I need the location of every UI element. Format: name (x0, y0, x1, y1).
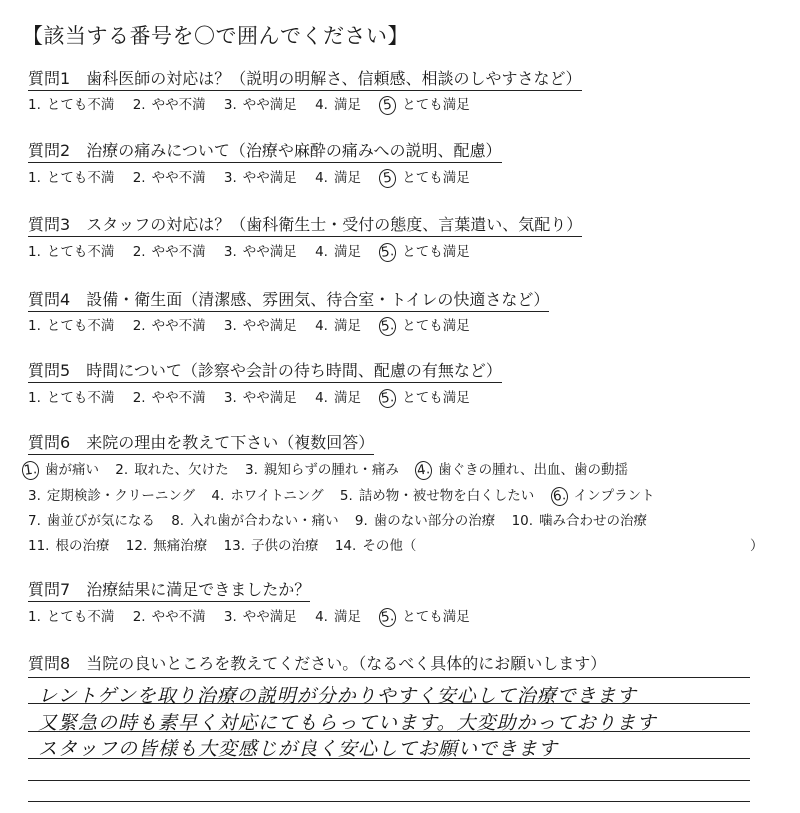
q5-option-2[interactable]: 2. やや不満 (132, 390, 206, 406)
question-1-options (28, 93, 484, 115)
q4-option-3[interactable]: 3. やや満足 (223, 318, 297, 334)
question-6-title (28, 430, 374, 455)
q6-option-implant-selected[interactable]: 6. インプラント (551, 484, 655, 506)
q7-option-5-selected[interactable]: 5. とても満足 (379, 605, 470, 627)
q6-option-2[interactable]: 2. 取れた、欠けた (115, 462, 229, 478)
question-8-text: 当院の良いところを教えてください。（なるべく具体的にお願いします） (86, 654, 607, 673)
q7-option-3[interactable]: 3. やや満足 (223, 609, 297, 625)
q6-row-2 (28, 484, 667, 506)
question-7-options (28, 605, 484, 627)
q3-option-2[interactable]: 2. やや不満 (132, 244, 206, 260)
selection-circle: 5. (378, 388, 397, 409)
question-3-options (28, 240, 484, 262)
selection-circle: 1. (21, 460, 40, 481)
question-2-text: 治療の痛みについて（治療や麻酔の痛みへの説明、配慮） (86, 141, 502, 160)
handwritten-answer-line-1: レントゲンを取り治療の説明が分かりやすく安心して治療できます (38, 685, 637, 707)
q3-option-4[interactable]: 4. 満足 (315, 244, 361, 260)
answer-line (28, 780, 750, 781)
selection-circle: 5. (378, 316, 397, 337)
q6-option-3[interactable]: 3. 親知らずの腫れ・痛み (244, 462, 399, 478)
instruction-heading: 【該当する番号を〇で囲んでください】 (22, 24, 409, 48)
question-5-number: 質問5 (28, 361, 71, 380)
question-1-title (28, 66, 582, 91)
q1-option-5-selected[interactable]: 5 とても満足 (379, 93, 470, 115)
q6-option-7[interactable]: 7. 歯並びが気になる (28, 513, 155, 529)
q4-option-4[interactable]: 4. 満足 (315, 318, 361, 334)
q7-option-2[interactable]: 2. やや不満 (132, 609, 206, 625)
q3-option-5-selected[interactable]: 5. とても満足 (379, 240, 470, 262)
question-1-number: 質問1 (28, 69, 71, 88)
q3-option-1[interactable]: 1. とても不満 (28, 244, 115, 260)
q6-row-4 (28, 534, 428, 554)
question-2-options (28, 166, 484, 188)
q2-option-2[interactable]: 2. やや不満 (132, 170, 206, 186)
q6-option-12[interactable]: 12. 無痛治療 (125, 538, 208, 554)
question-4-number: 質問4 (28, 290, 71, 309)
q5-option-5-selected[interactable]: 5. とても満足 (379, 386, 470, 408)
q1-option-3[interactable]: 3. やや満足 (223, 97, 297, 113)
q4-option-1[interactable]: 1. とても不満 (28, 318, 115, 334)
q2-option-1[interactable]: 1. とても不満 (28, 170, 115, 186)
question-8-number: 質問8 (28, 654, 71, 673)
q6-option-14-other[interactable]: 14. その他（ (334, 538, 417, 554)
q6-option-white-fillings[interactable]: 5. 詰め物・被せ物を白くしたい (339, 488, 535, 504)
q6-option-8[interactable]: 8. 入れ歯が合わない・痛い (171, 513, 339, 529)
selection-circle: 6. (549, 486, 568, 507)
question-4-title (28, 287, 549, 312)
q6-option-whitening[interactable]: 4. ホワイトニング (211, 488, 324, 504)
q3-option-3[interactable]: 3. やや満足 (223, 244, 297, 260)
question-4-text: 設備・衛生面（清潔感、雰囲気、待合室・トイレの快適さなど） (86, 290, 550, 309)
question-5-title (28, 358, 502, 383)
selection-circle: 5. (378, 607, 397, 628)
question-8-title (28, 651, 606, 675)
handwritten-answer-line-2: 又緊急の時も素早く対応にてもらっています。大変助かっております (38, 712, 657, 734)
q6-option-checkup[interactable]: 3. 定期検診・クリーニング (28, 488, 196, 504)
q1-option-2[interactable]: 2. やや不満 (132, 97, 206, 113)
question-6-number: 質問6 (28, 433, 71, 452)
question-7-title (28, 577, 310, 602)
q6-option-1-selected[interactable]: 1. 歯が痛い (22, 458, 99, 480)
question-6-text: 来院の理由を教えて下さい（複数回答） (86, 433, 375, 452)
selection-circle: 4. (414, 460, 433, 481)
q6-row-3 (28, 509, 659, 529)
selection-circle: 5 (378, 168, 397, 189)
question-7-number: 質問7 (28, 580, 71, 599)
q6-option-9[interactable]: 9. 歯のない部分の治療 (354, 513, 496, 529)
handwritten-answer-line-3: スタッフの皆様も大変感じが良く安心してお願いできます (38, 738, 559, 760)
q6-option-4-selected[interactable]: 4. 歯ぐきの腫れ、出血、歯の動揺 (415, 458, 628, 480)
q6-row-1 (22, 458, 640, 480)
answer-line (28, 677, 750, 678)
q4-option-2[interactable]: 2. やや不満 (132, 318, 206, 334)
q7-option-4[interactable]: 4. 満足 (315, 609, 361, 625)
q4-option-5-selected[interactable]: 5. とても満足 (379, 314, 470, 336)
q1-option-4[interactable]: 4. 満足 (315, 97, 361, 113)
q5-option-3[interactable]: 3. やや満足 (223, 390, 297, 406)
question-2-title (28, 138, 502, 163)
other-close-paren: ） (750, 538, 764, 554)
q6-option-13[interactable]: 13. 子供の治療 (223, 538, 319, 554)
q2-option-4[interactable]: 4. 満足 (315, 170, 361, 186)
question-3-number: 質問3 (28, 215, 71, 234)
question-5-text: 時間について（診察や会計の待ち時間、配慮の有無など） (86, 361, 502, 380)
q2-option-3[interactable]: 3. やや満足 (223, 170, 297, 186)
answer-line (28, 801, 750, 802)
question-3-text: スタッフの対応は？（歯科衛生士・受付の態度、言葉遣い、気配り） (86, 215, 583, 234)
q2-option-5-selected[interactable]: 5 とても満足 (379, 166, 470, 188)
selection-circle: 5. (378, 242, 397, 263)
q5-option-1[interactable]: 1. とても不満 (28, 390, 115, 406)
selection-circle: 5 (378, 95, 397, 116)
question-3-title (28, 212, 582, 237)
question-7-text: 治療結果に満足できましたか？ (86, 580, 311, 599)
q7-option-1[interactable]: 1. とても不満 (28, 609, 115, 625)
question-1-text: 歯科医師の対応は？（説明の明解さ、信頼感、相談のしやすさなど） (86, 69, 582, 88)
question-2-number: 質問2 (28, 141, 71, 160)
question-4-options (28, 314, 484, 336)
q6-option-10[interactable]: 10. 噛み合わせの治療 (511, 513, 648, 529)
question-5-options (28, 386, 484, 408)
q6-option-11[interactable]: 11. 根の治療 (28, 538, 110, 554)
q1-option-1[interactable]: 1. とても不満 (28, 97, 115, 113)
q5-option-4[interactable]: 4. 満足 (315, 390, 361, 406)
